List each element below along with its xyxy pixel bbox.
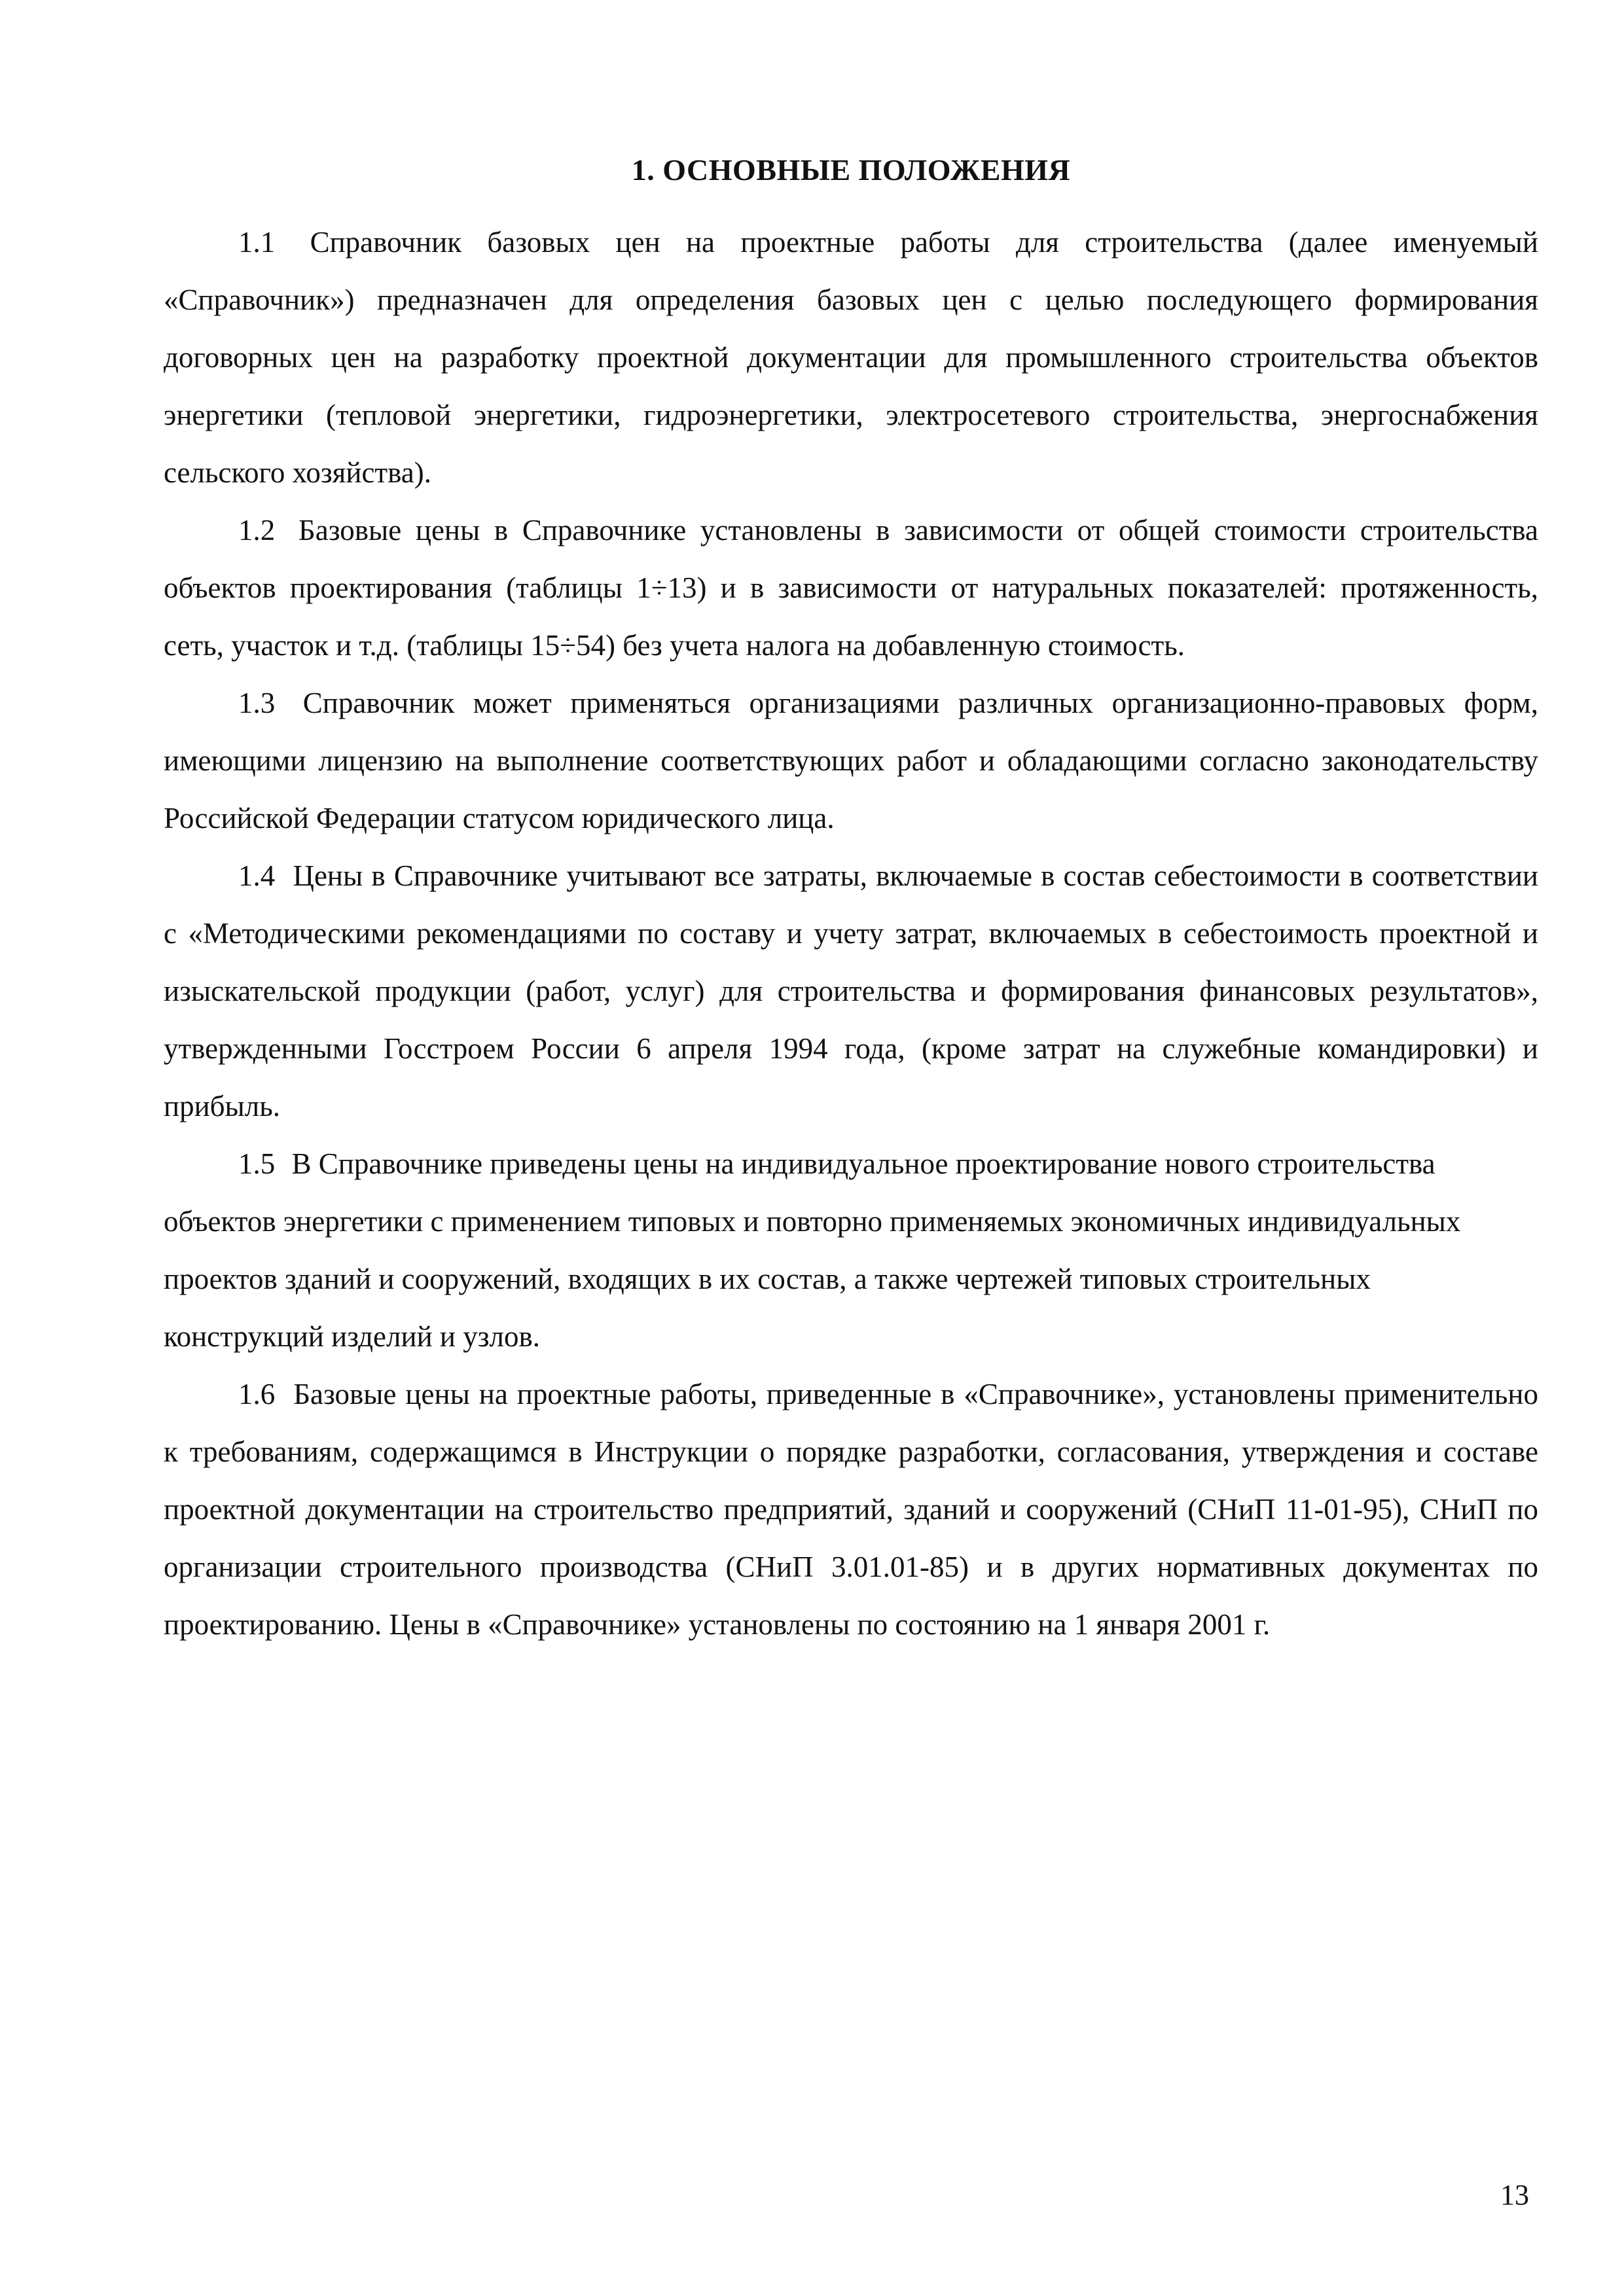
paragraph-1-3: [164, 674, 1538, 847]
paragraph-number: 1.4: [238, 859, 276, 892]
paragraph-1-4: [164, 847, 1538, 1135]
paragraph-text: В Справочнике приведены цены на индивидуальное проектирование нового строительства объектов энергетики с применением типовых и повторно применяемых экономичных индивидуальных проектов зданий и сооружений, входящих в их состав, а также чертежей типовых строительных конструкций изделий и узлов.: [164, 1147, 1461, 1353]
paragraph-text: Базовые цены на проектные работы, приведенные в «Справочнике», установлены применительно к требованиям, содержащимся в Инструкции о порядке разработки, согласования, утверждения и составе проектной документации на строительство предприятий, зданий и сооружений (СНиП 11-01-95), СНиП по организации строительного производства (СНиП 3.01.01-85) и в других нормативных документах по проектированию. Цены в «Справочнике» установлены по состоянию на 1 января 2001 г.: [164, 1378, 1538, 1641]
paragraph-number: 1.3: [238, 687, 276, 719]
paragraph-number: 1.2: [238, 514, 276, 547]
paragraph-1-6: [164, 1365, 1538, 1653]
page-number: 13: [1500, 2179, 1529, 2211]
paragraph-number: 1.1: [238, 226, 276, 259]
section-title: 1. ОСНОВНЫЕ ПОЛОЖЕНИЯ: [631, 153, 1071, 187]
document-page: [164, 151, 1538, 1653]
paragraph-text: Цены в Справочнике учитывают все затраты, включаемые в состав себестоимости в соответствии с «Методическими рекомендациями по составу и учету затрат, включаемых в себестоимость проектной и изыскательской продукции (работ, услуг) для строительства и формирования финансовых результатов», утвержденными Госстроем России 6 апреля 1994 года, (кроме затрат на служебные командировки) и прибыль.: [164, 859, 1538, 1122]
paragraph-text: Справочник базовых цен на проектные работы для строительства (далее именуемый «Справочник») предназначен для определения базовых цен с целью последующего формирования договорных цен на разработку проектной документации для промышленного строительства объектов энергетики (тепловой энергетики, гидроэнергетики, электросетевого строительства, энергоснабжения сельского хозяйства).: [164, 226, 1538, 489]
paragraph-1-2: [164, 501, 1538, 674]
paragraph-1-5: [164, 1135, 1506, 1365]
paragraph-number: 1.6: [238, 1378, 276, 1410]
paragraph-text: Справочник может применяться организациями различных организационно-правовых форм, имеющими лицензию на выполнение соответствующих работ и обладающими согласно законодательству Российской Федерации статусом юридического лица.: [164, 687, 1539, 834]
paragraph-1-1: [164, 213, 1538, 501]
paragraph-number: 1.5: [238, 1147, 276, 1180]
paragraph-text: Базовые цены в Справочнике установлены в зависимости от общей стоимости строительства объектов проектирования (таблицы 1÷13) и в зависимости от натуральных показателей: протяженность, сеть, участок и т.д. (таблицы 15÷54) без учета налога на добавленную стоимость.: [164, 514, 1538, 662]
